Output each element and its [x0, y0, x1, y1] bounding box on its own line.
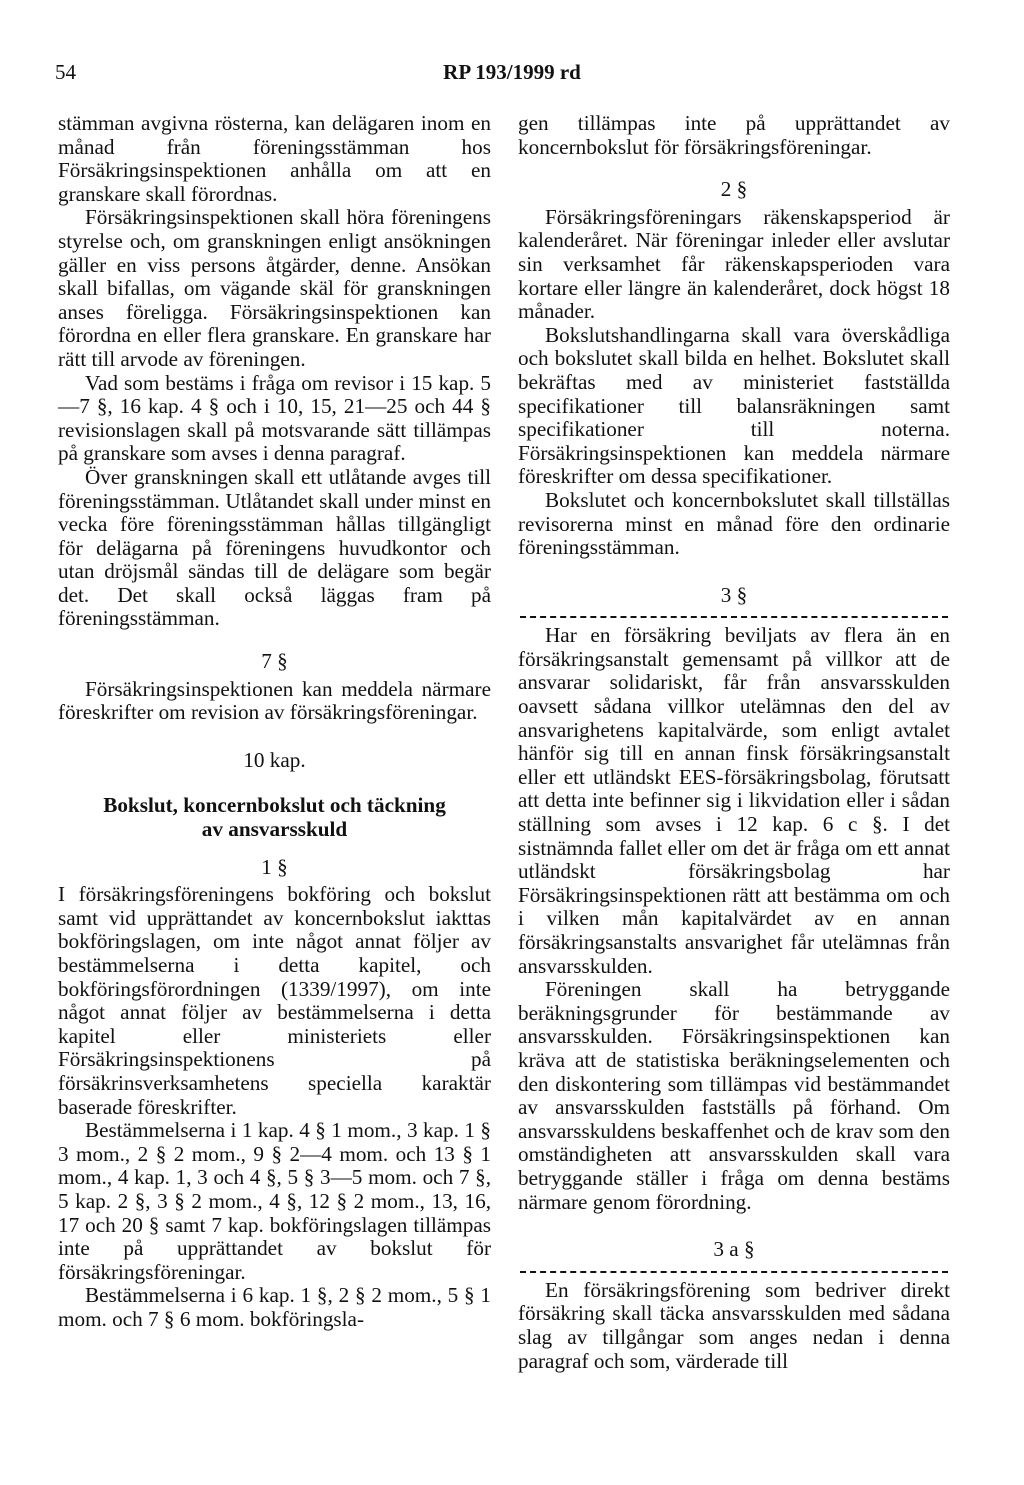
paragraph: Vad som bestäms i fråga om revisor i 15 kap. 5—7 §, 16 kap. 4 § och i 10, 15, 21—25 och 44 § revisionslagen skall på motsvarande sätt tillämpas på granskare som avses i denna paragraf.: [58, 370, 491, 466]
paragraph: Bestämmelserna i 1 kap. 4 § 1 mom., 3 kap. 1 § 3 mom., 2 § 2 mom., 9 § 2—4 mom. och 13 § 1 mom., 4 kap. 1, 3 och 4 §, 5 § 3—5 mom. och 7 §, 5 kap. 2 §, 3 § 2 mom., 4 §, 12 § 2 mom., 13, 16, 17 och 20 § samt 7 kap. bokföringslagen tillämpas inte på upprättandet av bokslut för försäkringsföreningar.: [58, 1118, 491, 1284]
section-heading-7: 7 §: [261, 649, 288, 674]
section-heading-2: 2 §: [720, 177, 748, 202]
paragraph: Bokslutshandlingarna skall vara överskådliga och bokslutet skall bilda en helhet. Bokslutet skall bekräftas med av ministeriet fastställda specifikationer till balansräkningen samt specifikationer till noterna. Försäkringsinspektionen kan meddela närmare föreskrifter om dessa specifikationer.: [518, 322, 950, 489]
omitted-text-line: [520, 1271, 948, 1273]
chapter-title: Bokslut, koncernbokslut och täckning av ansvarsskuld: [103, 793, 446, 842]
paragraph: Bestämmelserna i 6 kap. 1 §, 2 § 2 mom., 5 § 1 mom. och 7 § 6 mom. bokföringsla-: [58, 1283, 491, 1331]
right-column: [518, 112, 950, 1373]
paragraph: Försäkringsinspektionen skall höra föreningens styrelse och, om granskningen enligt ansökningen gäller en viss persons åtgärder, denne. Ansökan skall bifallas, om vägande skäl för granskningen anses föreligga. Försäkringsinspektionen kan förordna en eller flera granskare. En granskare har rätt till arvode av föreningen.: [58, 205, 491, 371]
paragraph: Över granskningen skall ett utlåtande avges till föreningsstämman. Utlåtandet skall under minst en vecka före föreningsstämman hållas tillgängligt för delägarna på föreningens huvudkontor och utan dröjsmål sändas till de delägare som begär det. Det skall också läggas fram på föreningsstämman.: [58, 464, 491, 631]
paragraph: En försäkringsförening som bedriver direkt försäkring skall täcka ansvarsskulden med sådana slag av tillgångar som anges nedan i denna paragraf och som, värderade till: [518, 1277, 950, 1373]
section-heading-3: 3 §: [720, 582, 748, 607]
paragraph: stämman avgivna rösterna, kan delägaren inom en månad från föreningsstämman hos Försäkringsinspektionen anhålla om att en granskare skall förordnas.: [58, 111, 491, 206]
paragraph: Föreningen skall ha betryggande beräkningsgrunder för bestämmande av ansvarsskulden. Försäkringsinspektionen kan kräva att de statistiska beräkningselementen och den diskontering som tillämpas vid bestämmandet av ansvarsskulden fastställs på förhand. Om ansvarsskuldens beskaffenhet och de krav som den omständigheten att ansvarsskulden skall vara betryggande ställer i fråga om denna bestäms närmare genom förordning.: [518, 977, 950, 1214]
paragraph: Försäkringsföreningars räkenskapsperiod är kalenderåret. När föreningar inleder eller avslutar sin verksamhet får räkenskapsperioden vara kortare eller längre än kalenderåret, dock högst 18 månader.: [518, 204, 950, 324]
page-number: 54: [55, 60, 76, 84]
paragraph: Bokslutet och koncernbokslutet skall tillställas revisorerna minst en månad före den ordinarie föreningsstämman.: [518, 487, 950, 560]
section-heading-3a: 3 a §: [713, 1237, 755, 1262]
left-column: [58, 112, 491, 1332]
paragraph: Har en försäkring beviljats av flera än en försäkringsanstalt gemensamt på villkor att de ansvarar solidariskt, får från ansvarsskulden oavsett sådana villkor utelämnas den del av ansvarighetens kapitalvärde, som enligt avtalet hänför sig till en annan finsk försäkringsanstalt eller ett utländskt EES-försäkringsbolag, förutsatt att detta inte befinner sig i likvidation eller i sådan ställning som avses i 12 kap. 6 c §. I det sistnämnda fallet eller om det är fråga om ett annat utländskt försäkringsbolag har Försäkringsinspektionen rätt att bestämma om och i vilken mån kapitalvärdet av en annan försäkringsanstalts ansvarighet får utelämnas från ansvarsskulden.: [518, 623, 950, 978]
running-head: RP 193/1999 rd: [443, 60, 581, 84]
paragraph: Försäkringsinspektionen kan meddela närmare föreskrifter om revision av försäkringsföreningar.: [58, 676, 491, 725]
chapter-heading: 10 kap.: [243, 747, 306, 772]
paragraph: I försäkringsföreningens bokföring och bokslut samt vid upprättandet av koncernbokslut iakttas bokföringslagen, om inte något annat följer av bestämmelserna i detta kapitel, och bokföringsförordningen (1339/1997), om inte något annat följer av bestämmelserna i detta kapitel eller ministeriets eller Försäkringsinspektionens på försäkrinsverksamhetens speciella karaktär baserade föreskrifter.: [58, 882, 491, 1119]
paragraph: gen tillämpas inte på upprättandet av koncernbokslut för försäkringsföreningar.: [518, 111, 950, 159]
section-heading-1: 1 §: [261, 854, 288, 879]
omitted-text-line: [520, 616, 948, 618]
